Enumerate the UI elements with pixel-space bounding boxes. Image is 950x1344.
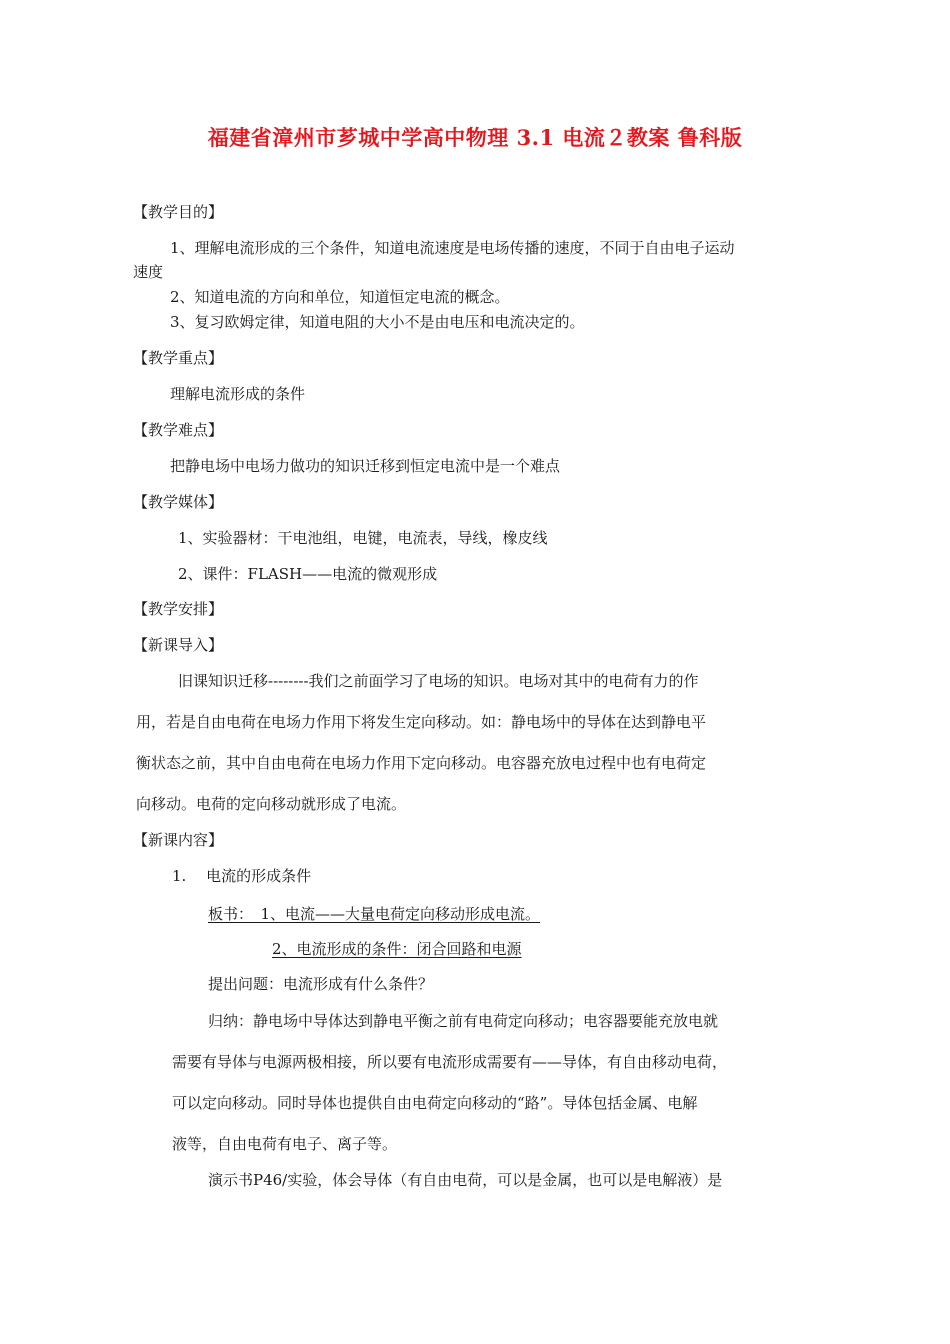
arrangement-heading: 【教学安排】: [133, 600, 224, 618]
content-heading: 【新课内容】: [133, 831, 224, 849]
summary-line-4: 液等，自由电荷有电子、离子等。: [172, 1135, 398, 1153]
difficulty-text: 把静电场中电场力做功的知识迁移到恒定电流中是一个难点: [170, 457, 561, 475]
content-item-1: 1. 电流的形成条件: [172, 867, 312, 885]
difficulty-heading: 【教学难点】: [133, 421, 224, 439]
objective-line-1: 1、理解电流形成的三个条件，知道电流速度是电场传播的速度，不同于自由电子运动: [170, 239, 735, 257]
objective-line-2: 2、知道电流的方向和单位，知道恒定电流的概念。: [170, 288, 510, 306]
objective-line-1-cont: 速度: [133, 263, 164, 281]
intro-line-2: 用，若是自由电荷在电场力作用下将发生定向移动。如：静电场中的导体在达到静电平: [136, 713, 707, 731]
board-note-1: 板书： 1、电流——大量电荷定向移动形成电流。: [208, 905, 541, 923]
media-line-1: 1、实验器材：干电池组，电键，电流表，导线，橡皮线: [178, 529, 548, 547]
summary-line-3: 可以定向移动。同时导体也提供自由电荷定向移动的“路”。导体包括金属、电解: [172, 1094, 698, 1112]
intro-line-3: 衡状态之前，其中自由电荷在电场力作用下定向移动。电容器充放电过程中也有电荷定: [136, 754, 707, 772]
media-line-2: 2、课件：FLASH——电流的微观形成: [178, 565, 438, 583]
key-points-text: 理解电流形成的条件: [170, 385, 306, 403]
intro-line-1: 旧课知识迁移--------我们之前面学习了电场的知识。电场对其中的电荷有力的作: [178, 672, 699, 690]
board-note-2: 2、电流形成的条件：闭合回路和电源: [272, 940, 522, 958]
document-title: 福建省漳州市芗城中学高中物理 3.1 电流２教案 鲁科版: [207, 125, 743, 150]
objective-line-3: 3、复习欧姆定律，知道电阻的大小不是由电压和电流决定的。: [170, 313, 585, 331]
intro-line-4: 向移动。电荷的定向移动就形成了电流。: [136, 795, 407, 813]
summary-line-1: 归纳：静电场中导体达到静电平衡之前有电荷定向移动；电容器要能充放电就: [208, 1012, 719, 1030]
intro-heading: 【新课导入】: [133, 636, 224, 654]
demo-text: 演示书P46/实验，体会导体（有自由电荷，可以是金属，也可以是电解液）是: [208, 1171, 723, 1189]
summary-line-2: 需要有导体与电源两极相接，所以要有电流形成需要有——导体，有自由移动电荷，: [172, 1053, 728, 1071]
media-heading: 【教学媒体】: [133, 493, 224, 511]
question-text: 提出问题：电流形成有什么条件？: [208, 975, 434, 993]
key-points-heading: 【教学重点】: [133, 349, 224, 367]
objectives-heading: 【教学目的】: [133, 203, 224, 221]
